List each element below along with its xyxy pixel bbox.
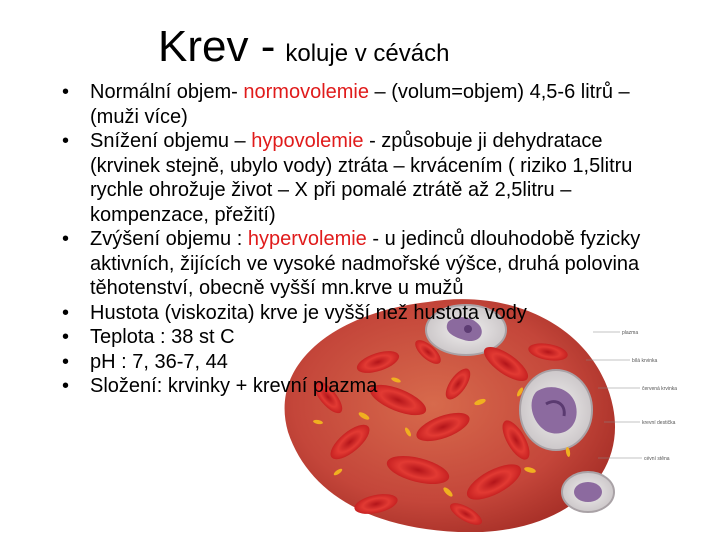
bullet-item: • Zvýšení objemu : hypervolemie - u jedinců dlouhodobě fyzicky aktivních, žijících ve vysoké nadmořské výšce, druhá polovina těhotenství, obecně vyšší mn.krve u mužů bbox=[62, 228, 641, 299]
term-normovolemia: normovolemie bbox=[243, 81, 369, 103]
label-vessel-wall: cévní stěna bbox=[644, 456, 670, 462]
label-red-cell: červená krvinka bbox=[642, 386, 678, 392]
label-white-cell: bílá krvinka bbox=[632, 358, 658, 364]
slide-title bbox=[158, 22, 449, 72]
bullet-dot: • bbox=[62, 130, 70, 152]
bullet-list bbox=[62, 80, 662, 399]
bullet-dot: • bbox=[62, 301, 70, 324]
bullet-dot: • bbox=[62, 375, 70, 397]
bullet-item: • Složení: krvinky + krevní plazma bbox=[62, 375, 378, 397]
bullet-item: • Hustota (viskozita) krve je vyšší než hustota vody bbox=[62, 301, 527, 324]
bullet-dot: • bbox=[62, 228, 70, 250]
title-main: Krev - bbox=[158, 22, 276, 71]
title-subtitle: koluje v cévách bbox=[285, 40, 450, 67]
bullet-item: • Teplota : 38 st C bbox=[62, 326, 235, 348]
label-platelet: krevní destička bbox=[642, 420, 676, 426]
bullet-item: • Normální objem- normovolemie – (volum=objem) 4,5-6 litrů – (muži více) bbox=[62, 81, 630, 128]
bullet-item: • Snížení objemu – hypovolemie - způsobuje ji dehydratace (krvinek stejně, ubylo vody) ztráta – krvácením ( riziko 1,5litru rychle ohrožuje život – X při pomalé ztrátě až 2,5litru – kompenzace, přežití) bbox=[62, 130, 633, 226]
bullet-item: • pH : 7, 36-7, 44 bbox=[62, 350, 228, 373]
label-plasma: plazma bbox=[622, 330, 639, 336]
bullet-dot: • bbox=[62, 350, 70, 373]
bullet-dot: • bbox=[62, 81, 70, 103]
bullet-dot: • bbox=[62, 326, 70, 348]
white-blood-cell bbox=[562, 472, 614, 512]
term-hypervolemia: hypervolemie bbox=[247, 228, 367, 250]
term-hypovolemia: hypovolemie bbox=[251, 130, 364, 152]
